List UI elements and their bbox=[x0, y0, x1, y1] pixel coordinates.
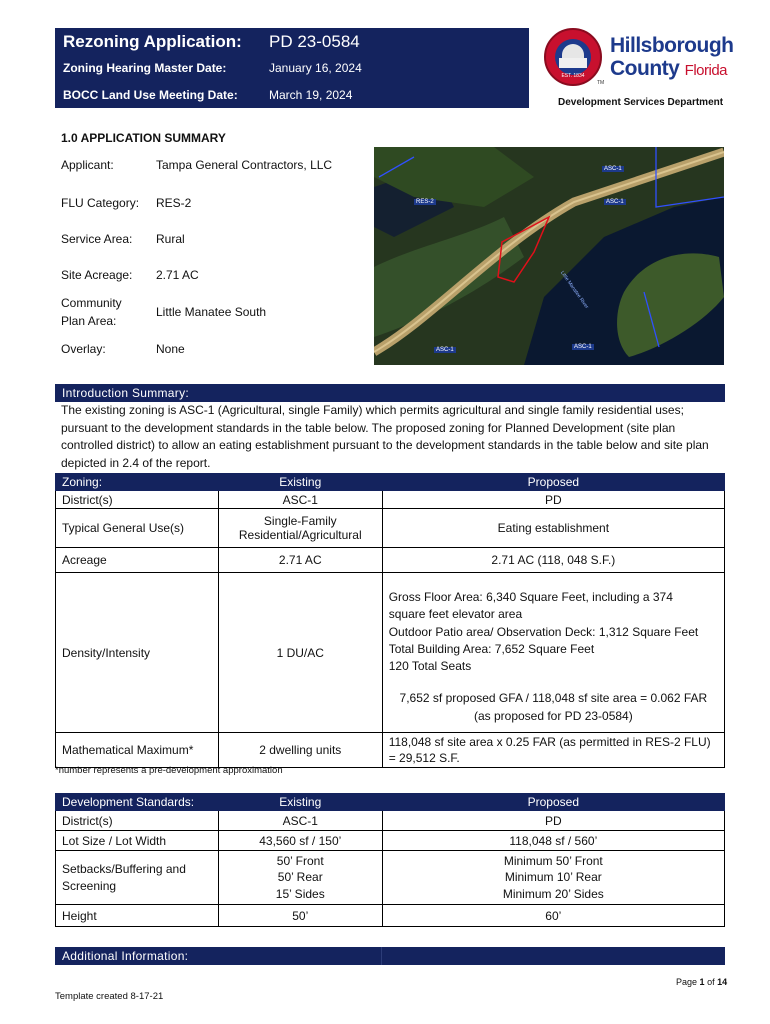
page-number: Page 1 of 14 bbox=[676, 977, 728, 987]
applicant-value: Tampa General Contractors, LLC bbox=[156, 158, 333, 172]
zoning-comparison-table bbox=[55, 473, 725, 768]
proposed-cell: Minimum 50’ Front Minimum 10’ Rear Minimum 20’ Sides bbox=[382, 851, 724, 905]
existing-cell: 1 DU/AC bbox=[218, 573, 382, 733]
proposed-cell: 118,048 sf / 560’ bbox=[382, 831, 724, 851]
development-standards-table bbox=[55, 793, 725, 927]
application-header bbox=[55, 28, 529, 108]
row-label: Mathematical Maximum* bbox=[56, 733, 219, 768]
row-label: Height bbox=[56, 905, 219, 927]
logo-name-line2: County Florida bbox=[610, 57, 728, 80]
row-label: Typical General Use(s) bbox=[56, 509, 219, 548]
existing-cell: 43,560 sf / 150’ bbox=[218, 831, 382, 851]
row-label: Setbacks/Buffering and Screening bbox=[56, 851, 219, 905]
table-header: Existing bbox=[218, 474, 382, 491]
bocc-date-label: BOCC Land Use Meeting Date: bbox=[63, 88, 238, 102]
existing-cell: 2 dwelling units bbox=[218, 733, 382, 768]
aerial-site-map bbox=[374, 147, 724, 365]
table-header: Existing bbox=[218, 794, 382, 811]
proposed-cell: PD bbox=[382, 491, 724, 509]
proposed-cell: 2.71 AC (118, 048 S.F.) bbox=[382, 548, 724, 573]
summary-title: 1.0 APPLICATION SUMMARY bbox=[61, 131, 226, 145]
existing-cell: 2.71 AC bbox=[218, 548, 382, 573]
community-plan-label-2: Plan Area: bbox=[61, 314, 117, 328]
intro-summary-header: Introduction Summary: bbox=[55, 384, 725, 402]
bocc-date-value: March 19, 2024 bbox=[269, 88, 353, 102]
row-label: Density/Intensity bbox=[56, 573, 219, 733]
table-header: Proposed bbox=[382, 794, 724, 811]
map-zone-label: ASC-1 bbox=[574, 344, 592, 350]
zhm-date-value: January 16, 2024 bbox=[269, 61, 362, 75]
rezoning-application-number: PD 23-0584 bbox=[269, 32, 360, 51]
existing-cell: 50’ Front 50’ Rear 15’ Sides bbox=[218, 851, 382, 905]
zhm-date-label: Zoning Hearing Master Date: bbox=[63, 61, 227, 75]
county-logo bbox=[544, 28, 734, 90]
map-zone-label: ASC-1 bbox=[436, 347, 454, 353]
row-label: Lot Size / Lot Width bbox=[56, 831, 219, 851]
row-label: District(s) bbox=[56, 811, 219, 831]
row-label: Acreage bbox=[56, 548, 219, 573]
map-zone-label: RES-2 bbox=[416, 199, 434, 205]
existing-cell: Single-Family Residential/Agricultural bbox=[218, 509, 382, 548]
proposed-cell: 60’ bbox=[382, 905, 724, 927]
flu-category-label: FLU Category: bbox=[61, 196, 140, 210]
logo-name-line1: Hillsborough bbox=[610, 34, 734, 57]
site-acreage-label: Site Acreage: bbox=[61, 268, 133, 282]
service-area-value: Rural bbox=[156, 232, 185, 246]
map-zone-label: ASC-1 bbox=[604, 166, 622, 172]
map-zone-label: ASC-1 bbox=[606, 199, 624, 205]
department-name: Development Services Department bbox=[558, 97, 724, 108]
existing-cell: ASC-1 bbox=[218, 811, 382, 831]
service-area-label: Service Area: bbox=[61, 232, 133, 246]
table-footnote: *number represents a pre-development approximation bbox=[55, 765, 283, 776]
trademark-mark: TM bbox=[597, 80, 605, 86]
overlay-value: None bbox=[156, 342, 185, 356]
proposed-cell: Eating establishment bbox=[382, 509, 724, 548]
overlay-label: Overlay: bbox=[61, 342, 106, 356]
table-header: Zoning: bbox=[56, 474, 219, 491]
additional-information-header: Additional Information: bbox=[55, 947, 725, 965]
map-river-label: Little Manatee River bbox=[559, 270, 590, 310]
table-header: Proposed bbox=[382, 474, 724, 491]
existing-cell: ASC-1 bbox=[218, 491, 382, 509]
flu-category-value: RES-2 bbox=[156, 196, 192, 210]
community-plan-value: Little Manatee South bbox=[156, 305, 267, 319]
intro-summary-text: The existing zoning is ASC-1 (Agricultural, single Family) which permits agricultural and single family residential uses; pursuant to the development standards in the table below. The proposed zoning for Planned Development (site plan controlled district) to allow an eating establishment pursuant to the development standards in the table below and site plan depicted in 2.4 of the report. bbox=[61, 403, 709, 470]
county-seal-icon: EST. 1834 bbox=[544, 28, 602, 86]
row-label: District(s) bbox=[56, 491, 219, 509]
site-acreage-value: 2.71 AC bbox=[156, 268, 199, 282]
proposed-cell: Gross Floor Area: 6,340 Square Feet, including a 374 square feet elevator area Outdoor Patio area/ Observation Deck: 1,312 Square Feet Total Building Area: 7,652 Square Feet 120 Total Seats 7,652 sf proposed GFA / 118,048 sf site area = 0.062 FAR (as proposed for PD 23-0584) bbox=[382, 573, 724, 733]
template-note: Template created 8-17-21 bbox=[55, 991, 164, 1002]
table-header: Development Standards: bbox=[56, 794, 219, 811]
applicant-label: Applicant: bbox=[61, 158, 114, 172]
proposed-cell: 118,048 sf site area x 0.25 FAR (as permitted in RES-2 FLU) = 29,512 S.F. bbox=[382, 733, 724, 768]
proposed-cell: PD bbox=[382, 811, 724, 831]
rezoning-application-label: Rezoning Application: bbox=[63, 32, 242, 51]
community-plan-label: Community bbox=[61, 296, 122, 310]
existing-cell: 50’ bbox=[218, 905, 382, 927]
